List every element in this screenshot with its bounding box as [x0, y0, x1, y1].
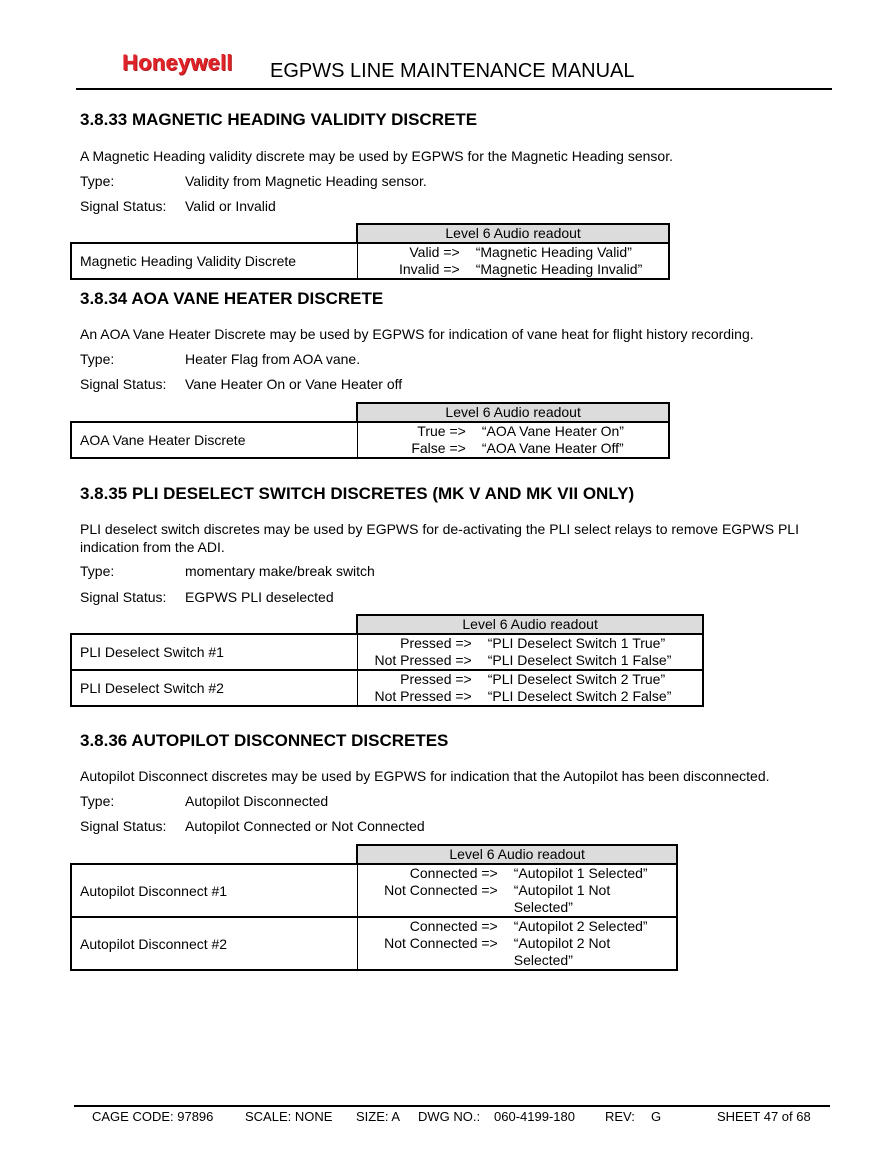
drawing-number-label: DWG NO.: — [418, 1109, 481, 1124]
table-row — [71, 422, 669, 458]
revision-label: REV: — [605, 1109, 635, 1124]
type-label: Type: — [80, 351, 115, 367]
state-label: Pressed => — [400, 635, 472, 651]
section-intro-line2: indication from the ADI. — [80, 539, 225, 555]
state-label: Not Connected => — [384, 882, 498, 898]
readout-text: “AOA Vane Heater On” — [481, 423, 624, 439]
type-label: Type: — [80, 173, 115, 189]
readout-cell — [357, 243, 669, 279]
readout-text: “PLI Deselect Switch 2 True” — [487, 671, 666, 687]
section-intro: Autopilot Disconnect discretes may be used by EGPWS for indication that the Autopilot has been disconnected. — [80, 768, 770, 784]
table-header: Level 6 Audio readout — [357, 224, 669, 243]
signal-status-label: Signal Status: — [80, 589, 167, 605]
signal-status-label: Signal Status: — [80, 818, 167, 834]
state-label: False => — [411, 440, 466, 456]
signal-status-value: Autopilot Connected or Not Connected — [185, 818, 425, 834]
audio-readout-table — [70, 223, 670, 280]
readout-text: “Magnetic Heading Invalid” — [475, 261, 643, 277]
discrete-name: Autopilot Disconnect #2 — [71, 917, 357, 970]
readout-text: Selected” — [513, 952, 573, 968]
state-label: True => — [417, 423, 466, 439]
scale: SCALE: NONE — [245, 1109, 333, 1124]
size: SIZE: A — [356, 1109, 401, 1124]
state-label: Invalid => — [398, 261, 460, 277]
state-label — [358, 952, 498, 969]
type-label: Type: — [80, 793, 115, 809]
readout-cell — [357, 422, 669, 458]
table-row — [71, 917, 677, 970]
audio-readout-table — [70, 402, 670, 459]
state-label: Not Pressed => — [374, 688, 472, 704]
table-row — [71, 670, 703, 706]
table-header: Level 6 Audio readout — [357, 845, 677, 864]
table-row — [71, 243, 669, 279]
discrete-name: PLI Deselect Switch #1 — [71, 634, 357, 670]
readout-text: “AOA Vane Heater Off” — [481, 440, 624, 456]
drawing-number-value: 060-4199-180 — [494, 1109, 575, 1124]
readout-text: “Autopilot 2 Selected” — [513, 918, 648, 934]
readout-text: “Autopilot 2 Not — [513, 935, 611, 951]
section-heading-3-8-34: 3.8.34 AOA VANE HEATER DISCRETE — [80, 289, 384, 308]
state-label: Not Connected => — [384, 935, 498, 951]
discrete-name: AOA Vane Heater Discrete — [71, 422, 357, 458]
table-row — [71, 634, 703, 670]
type-label: Type: — [80, 563, 115, 579]
section-heading-3-8-33: 3.8.33 MAGNETIC HEADING VALIDITY DISCRETE — [80, 110, 478, 129]
signal-status-value: Valid or Invalid — [185, 198, 276, 214]
discrete-name: PLI Deselect Switch #2 — [71, 670, 357, 706]
readout-text: “Autopilot 1 Not — [513, 882, 611, 898]
state-label: Connected => — [409, 865, 498, 881]
type-value: Heater Flag from AOA vane. — [185, 351, 361, 367]
readout-text: “Autopilot 1 Selected” — [513, 865, 648, 881]
footer-divider — [74, 1105, 830, 1107]
audio-readout-table — [70, 844, 678, 971]
section-intro: A Magnetic Heading validity discrete may be used by EGPWS for the Magnetic Heading sensor. — [80, 148, 673, 164]
revision-value: G — [651, 1109, 662, 1124]
readout-cell — [357, 864, 677, 917]
readout-cell — [357, 634, 703, 670]
type-value: momentary make/break switch — [185, 563, 375, 579]
type-value: Validity from Magnetic Heading sensor. — [185, 173, 427, 189]
discrete-name: Autopilot Disconnect #1 — [71, 864, 357, 917]
section-intro: An AOA Vane Heater Discrete may be used by EGPWS for indication of vane heat for flight history recording. — [80, 326, 754, 342]
signal-status-value: EGPWS PLI deselected — [185, 589, 334, 605]
state-label: Pressed => — [400, 671, 472, 687]
state-label: Valid => — [409, 244, 460, 260]
readout-text: “Magnetic Heading Valid” — [475, 244, 632, 260]
signal-status-label: Signal Status: — [80, 376, 167, 392]
section-heading-3-8-36: 3.8.36 AUTOPILOT DISCONNECT DISCRETES — [80, 731, 449, 750]
readout-text: “PLI Deselect Switch 1 True” — [487, 635, 666, 651]
state-label: Not Pressed => — [374, 652, 472, 668]
readout-cell — [357, 670, 703, 706]
audio-readout-table — [70, 614, 704, 707]
signal-status-label: Signal Status: — [80, 198, 167, 214]
readout-cell — [357, 917, 677, 970]
cage-code: CAGE CODE: 97896 — [92, 1109, 214, 1124]
readout-text: “PLI Deselect Switch 1 False” — [487, 652, 672, 668]
honeywell-logo: Honeywell — [122, 50, 233, 75]
table-header: Level 6 Audio readout — [357, 615, 703, 634]
discrete-name: Magnetic Heading Validity Discrete — [71, 243, 357, 279]
sheet-number: SHEET 47 of 68 — [717, 1109, 811, 1124]
section-heading-3-8-35: 3.8.35 PLI DESELECT SWITCH DISCRETES (MK V AND MK VII ONLY) — [80, 484, 635, 503]
signal-status-value: Vane Heater On or Vane Heater off — [185, 376, 403, 392]
section-intro-line1: PLI deselect switch discretes may be used by EGPWS for de-activating the PLI select relays to remove EGPWS PLI — [80, 521, 799, 537]
state-label: Connected => — [409, 918, 498, 934]
type-value: Autopilot Disconnected — [185, 793, 329, 809]
readout-text: Selected” — [513, 899, 573, 915]
header-divider — [76, 88, 832, 90]
table-row — [71, 864, 677, 917]
state-label — [358, 899, 498, 916]
manual-title: EGPWS LINE MAINTENANCE MANUAL — [270, 60, 635, 82]
readout-text: “PLI Deselect Switch 2 False” — [487, 688, 672, 704]
table-header: Level 6 Audio readout — [357, 403, 669, 422]
